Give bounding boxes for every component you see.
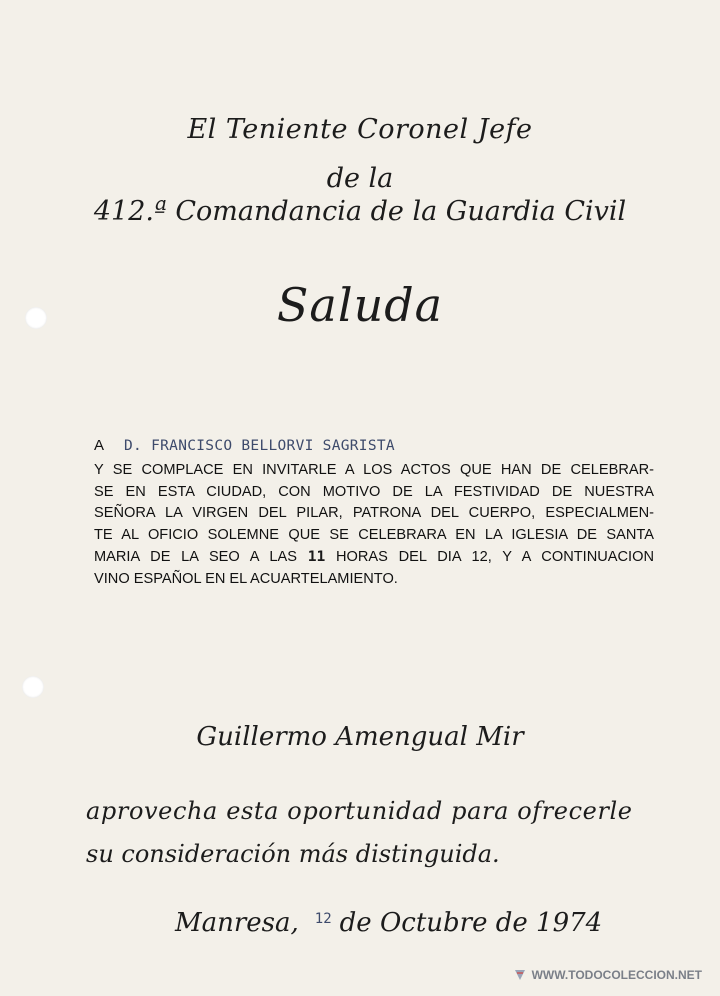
body-line-6: VINO ESPAÑOL EN EL ACUARTELAMIENTO. bbox=[94, 570, 398, 587]
header-line-connector: de la bbox=[326, 163, 394, 194]
addressee-prefix: A bbox=[94, 437, 105, 454]
closing-line-1: aprovecha esta oportunidad para ofrecerle bbox=[86, 797, 633, 825]
body-line-4: TE AL OFICIO SOLEMNE QUE SE CELEBRARA EN LA IGLESIA DE SANTA bbox=[94, 526, 654, 543]
header-line-rank: El Teniente Coronel Jefe bbox=[187, 114, 533, 145]
dateline-month-year: de Octubre de 1974 bbox=[339, 908, 603, 938]
header-line-unit: 412.ª Comandancia de la Guardia Civil bbox=[93, 196, 627, 227]
dateline-place: Manresa, bbox=[175, 908, 299, 938]
body-line-5-end: HORAS DEL DIA 12, Y A CONTINUACION bbox=[325, 549, 654, 566]
invitation-body bbox=[94, 460, 654, 591]
signer-name: Guillermo Amengual Mir bbox=[196, 722, 524, 752]
dateline bbox=[175, 908, 602, 938]
site-watermark bbox=[513, 968, 702, 982]
body-line-5 bbox=[94, 546, 654, 569]
todocoleccion-logo-icon bbox=[513, 968, 527, 982]
addressee-name: D. FRANCISCO BELLORVI SAGRISTA bbox=[124, 438, 395, 454]
body-line-2: SE EN ESTA CIUDAD, CON MOTIVO DE LA FESTIVIDAD DE NUESTRA bbox=[94, 483, 654, 500]
closing-line-2: su consideración más distinguida. bbox=[86, 840, 500, 868]
body-line-1: Y SE COMPLACE EN INVITARLE A LOS ACTOS QUE HAN DE CELEBRAR- bbox=[94, 462, 654, 478]
punch-hole-lower bbox=[22, 676, 44, 698]
event-hour: 11 bbox=[307, 548, 326, 566]
watermark-text: WWW.TODOCOLECCION.NET bbox=[531, 968, 702, 982]
document-title: Saluda bbox=[276, 278, 444, 332]
dateline-day: 12 bbox=[314, 911, 332, 927]
addressee-line bbox=[94, 437, 395, 455]
body-line-3: SEÑORA LA VIRGEN DEL PILAR, PATRONA DEL CUERPO, ESPECIALMEN- bbox=[94, 505, 654, 522]
body-line-5-start: MARIA DE LA SEO A LAS bbox=[94, 549, 308, 566]
